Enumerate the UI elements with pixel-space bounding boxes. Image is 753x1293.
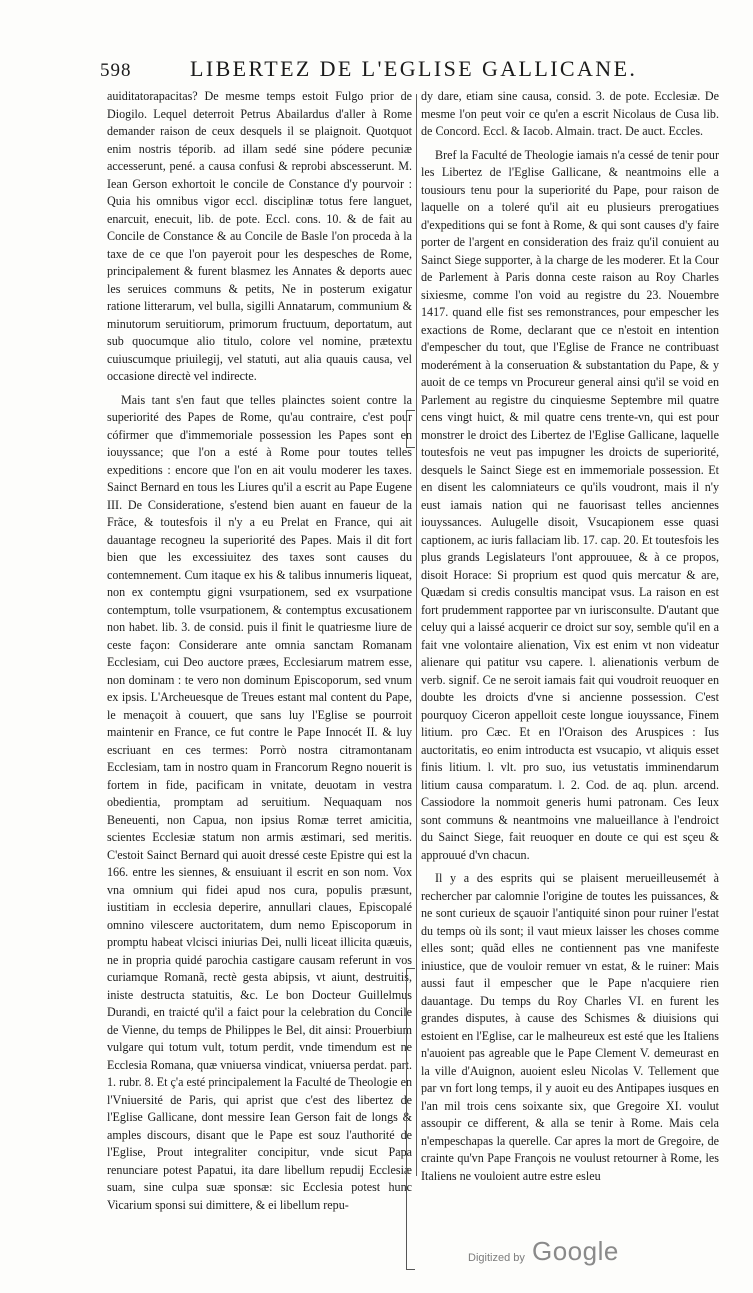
right-paragraph: Il y a des esprits qui se plaisent merueilleusemét à rechercher par calomnie l'origine de toutes les puissances, & ne sont curieux de sçauoir l'antiquité sinon pour ruiner l'estat du temps où ils sont; il vaut mieux laisser les choses comme elles sont; quãd elles ne contiennent pas vne manifeste iniustice, que de vouloir remuer vn estat, & le ruiner: Mais aussi faut il empescher que le Pape n'acquiere rien dauantage. Du temps du Roy Charles VI. en furent les grandes disputes, à cause des Schismes & diuisions qui estoient en l'Eglise, car le malheureux est esté que les Italiens n'auoient pas agreable que le Pape Clement V. demeurast en la ville d'Auignon, auoient esleu Nicolas V. Tellement que par vn fort long temps, il y auoit eu des Antipapes iusques en l'an mil trois cens soixante six, que Gregoire XI. voulut assoupir ce different, & alla se tenir à Rome. Mais cela n'empeschapas la querelle. Car apres la mort de Gregoire, de crainte qu'vn Pape François ne voulust retourner à Rome, les Italiens ne vouloient autre estre esleu (421, 871, 719, 1183)
google-logo: Google (532, 1236, 619, 1266)
running-title: LIBERTEZ DE L'EGLISE GALLICANE. (190, 56, 638, 81)
margin-bracket (406, 968, 415, 1270)
right-paragraph: Bref la Faculté de Theologie iamais n'a cessé de tenir pour les Libertez de l'Eglise Gallicane, & neantmoins elle a tousiours tenu pour la superiorité du Pape, pour raison de laquelle on a toleré qu'il ait eu plusieurs prerogatiues d'expeditions qui se font à Rome, & qui sont causes d'y faire porter de l'argent en consideration des fraiz qu'il conuient au Sainct Siege supporter, à la charge de les moderer. Et la Cour de Parlement à Paris donna ceste raison au Roy Charles sixiesme, comme l'on void au registre du 23. Nouembre 1417. quand elle fist ses remonstrances, pour empescher les exactions de Rome, declarant que ce n'estoit en intention d'empescher du tout, que l'Eglise de France ne contribuast moderément à la conseruation & substantation du Pape, & y auoit de ce temps vn Procureur general ainsi qu'il se void en Parlement au registre du cinquiesme Septembre mil quatre cens vingt huict, & mil quatre cens trente-vn, qui est pour monstrer le droict des Libertez de l'Eglise Gallicane, laquelle toutesfois ne veut pas impugner les droicts de superiorité, desquels le Sainct Siege est en immemoriale possession. Et en disent les calomniateurs ce qu'ils voudront, mais il n'y eust iamais nation qui ne fauorisast telles anciennes iouyssances. Aulugelle disoit, Vsucapionem esse quasi captionem, ac iuris fallaciam lib. 17. cap. 20. Et toutesfois les plus grands Legislateurs l'ont approuuee, & à ce propos, disoit Horace: Si proprium est quod quis mercatur & are, Quædam si credis consultis mancipat vsus. La raison en est fort prudemment rapportee par vn iurisconsulte. D'autant que celuy qui a laissé acquerir ce droict sur soy, semble qu'il en a fait vne volontaire alienation, Vix est enim vt non videatur alienare qui patitur vsu capere. l. alienationis verbum de verb. signif. Ce ne seroit iamais fait qui voudroit reuoquer en doubte les droicts d'vne si ancienne possession. C'est pourquoy Ciceron appelloit ceste longue iouyssance, Finem litium. pro Cæc. Et en l'Oraison des Aruspices : Ius auctoritatis, eo enim introducta est vsucapio, vt aliquis esset finis litium. l. vlt. pro suo, ius vetustatis imminendarum litium causa comparatum. l. 2. Cod. de aq. plun. arcend. Cassiodore la nommoit generis humi patronam. Ces Ieux sont communs & neantmoins vne malueillance à l'endroict du Sainct Siege, fait reuoquer en doute ce qui est sçeu & approuué d'vn chacun. (421, 147, 719, 862)
margin-bracket (406, 410, 415, 448)
left-paragraph: auiditatorapacitas? De mesme temps estoit Fulgo prior de Diogilo. Lequel deterroit Petrus Abailardus d'aller à Rome demander raison de ceux desquels il se plaignoit. Quotquot enim nostris téporib. ad illam sedé sine pódere pecuniæ accesserunt, pené. a causa confusi & reprobi abscesserunt. M. Iean Gerson exhortoit le concile de Constance d'y pourvoir : Quia his omnibus vigor eccl. disciplinæ totus fere languet, enarcuit, enecuit, lib. de pote. Eccl. cons. 10. & de fait au Concile de Constance & au Concile de Basle l'on proceda à la taxe de ce que l'on payeroit pour les despesches de Rome, principalement & furent blasmez les Annates & deports auec les seruices communs & petits, Ne in posterum exigatur ratione litterarum, vel bulla, sigilli Annatarum, communium & minutorum seruitiorum, primorum fructuum, deportatum, aut sub quocumque alio titulo, colore vel nomine, prætextu cuiuscumque priuilegij, vel statuti, aut alia quauis causa, vel occasione directè vel indirecte. (107, 89, 412, 383)
page-header (92, 54, 732, 88)
left-column (107, 88, 412, 1220)
right-column (421, 88, 719, 1191)
digitized-by-label: Digitized by (468, 1252, 525, 1264)
right-paragraph: dy dare, etiam sine causa, consid. 3. de pote. Ecclesiæ. De mesme l'on peut voir ce qu'en a escrit Nicolaus de Cusa lib. de Concord. Eccl. & Iacob. Almain. tract. De auct. Eccles. (421, 89, 719, 138)
column-divider (416, 94, 417, 1176)
left-paragraph: Mais tant s'en faut que telles plainctes soient contre la superiorité des Papes de Rome, qu'au contraire, c'est pour cófirmer que d'immemoriale possession les Papes sont en iouyssance; que l'on a esté à Rome pour toutes telles expeditions : encore que l'on en ait voulu moderer les taxes. Sainct Bernard en tous les Liures qu'il a escrit au Pape Eugene III. De Consideratione, s'estend bien auant en faueur de la Frãce, & toutesfois il n'y a eu Prelat en France, qui ait dauantage recogneu la superiorité des Papes. Mais il dit fort bien que les excessiuitez des taxes sont causes du contemnement. Cum itaque ex his & talibus innumeris liqueat, non ex contemptu gigni vsurpationem, sed ex vsurpatione contemptum, tolle vsurpationem, & contemptus excusationem non habet. lib. 3. de consid. puis il finit le quatriesme liure de ceste façon: Considerare ante omnia sanctam Romanam Ecclesiam, cui Deo auctore præes, Ecclesiarum matrem esse, non dominam : te vero non dominum Episcoporum, sed vnum ex ipsis. L'Archeuesque de Treues estant mal content du Pape, le menaçoit à couuert, que sans luy l'Eglise se pourroit maintenir en France, ce fut contre le Pape Innocét II. & luy escriuant en ces termes: Porrò nostra citramontanam Ecclesiam, tam in nostro quam in Francorum Regno nouerit is fortem in fide, pacificam in vnitate, deuotam in vestra obedientia, promptam ad seruitium. Nequaquam nos Beneuenti, non Capua, non ipsius Romæ terret amicitia, scientes Ecclesiæ statum non armis æstimari, sed meritis. C'estoit Sainct Bernard qui auoit dressé ceste Epistre qui est la 166. entre les siennes, & ensuiuant il escrit en son nom. Vox vna omnium qui fidei apud nos cura, populis præsunt, iustitiam in ecclesia deperire, annullari claues, Episcopalé omnino vilescere auctoritatem, dum nemo Episcoporum in promptu habeat vlcisci iniurias Dei, nulli liceat illicita quæuis, ne in propria quidé parochia castigare causam referunt in vos curiamque Romanã, rectè gesta abipsis, vt aiunt, destruitis, iniste destructa statuitis, &c. Le bon Docteur Guillelmus Durandi, en traicté qu'il a faict pour la celebration du Concile de Vienne, du temps de Philippes le Bel, dit ainsi: Prouerbium vulgare qui totum vult, totum perdit, vnde timendum est ne Ecclesia Romana, quæ vniuersa vindicat, vniuersa perdat. part. 1. rubr. 8. Et ç'a esté principalement la Faculté de Theologie en l'Vniuersité de Paris, qui aprist que c'est des libertez de l'Eglise Gallicane, dont messire Iean Gerson fait de longs & amples discours, disant que le Pape est souz l'authorité de l'Eglise, Prout integraliter concipitur, vnde sicut Papa renunciare potest Papatui, ita dare libellum repudij Ecclesiæ suam, sine culpa suæ sponsæ: sic Ecclesia potest hunc Vicarium sponsi sui dimittere, & ei libellum repu- (107, 392, 412, 1212)
page-number: 598 (100, 60, 132, 81)
google-watermark (468, 1236, 628, 1270)
